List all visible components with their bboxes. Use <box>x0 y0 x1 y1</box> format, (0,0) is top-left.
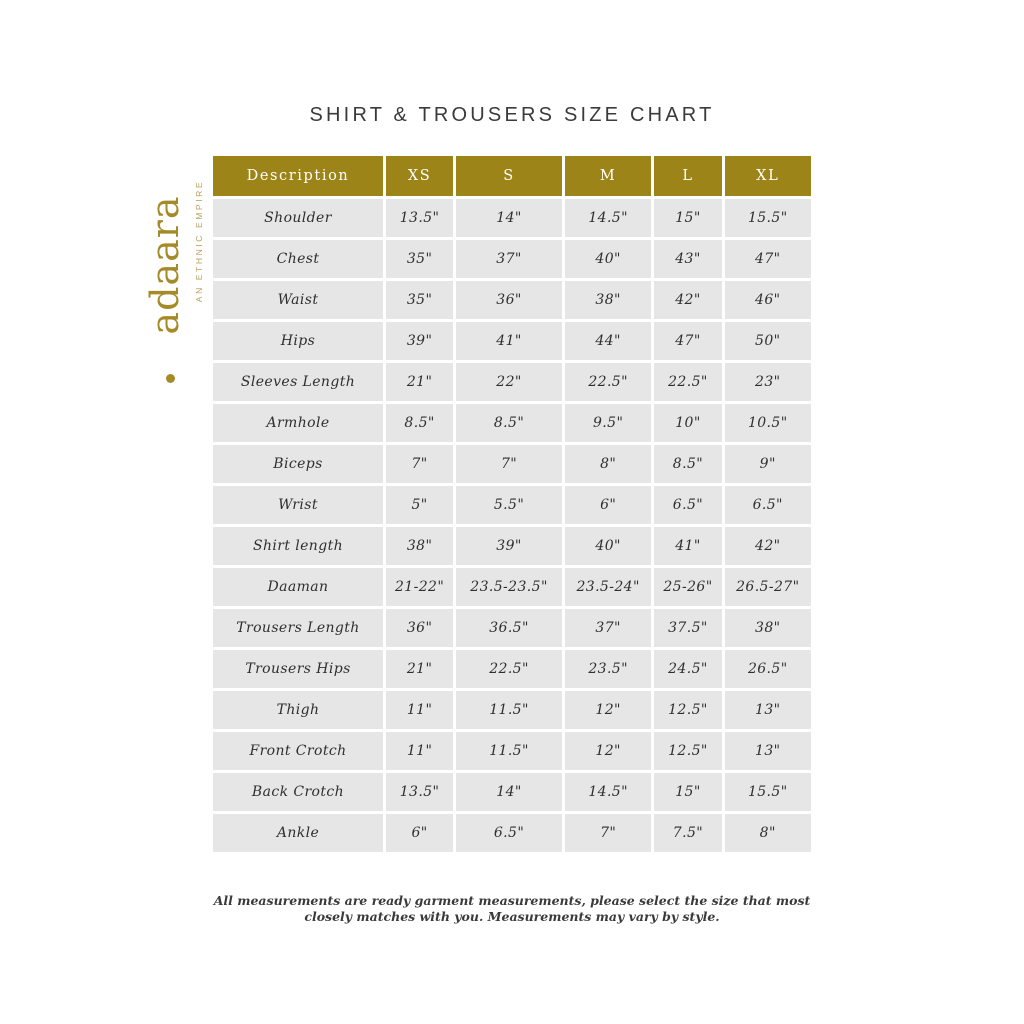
measurement-value: 22.5" <box>456 650 562 688</box>
measurement-value: 21-22" <box>386 568 453 606</box>
measurement-value: 7" <box>456 445 562 483</box>
measurement-value: 47" <box>725 240 811 278</box>
measurement-value: 41" <box>654 527 721 565</box>
measurement-value: 5.5" <box>456 486 562 524</box>
measurement-value: 43" <box>654 240 721 278</box>
measurement-value: 13" <box>725 691 811 729</box>
measurement-value: 8.5" <box>654 445 721 483</box>
measurement-value: 5" <box>386 486 453 524</box>
measurement-label: Back Crotch <box>213 773 383 811</box>
measurement-label: Hips <box>213 322 383 360</box>
measurement-value: 23.5" <box>565 650 651 688</box>
measurement-value: 8.5" <box>456 404 562 442</box>
table-row <box>213 568 811 606</box>
measurement-value: 40" <box>565 527 651 565</box>
table-row <box>213 691 811 729</box>
measurement-label: Wrist <box>213 486 383 524</box>
measurement-value: 26.5" <box>725 650 811 688</box>
measurement-label: Sleeves Length <box>213 363 383 401</box>
measurement-value: 22.5" <box>654 363 721 401</box>
measurement-label: Thigh <box>213 691 383 729</box>
page-title: SHIRT & TROUSERS SIZE CHART <box>309 104 715 126</box>
measurement-value: 6.5" <box>456 814 562 852</box>
measurement-value: 36.5" <box>456 609 562 647</box>
table-row <box>213 240 811 278</box>
measurement-value: 38" <box>386 527 453 565</box>
measurement-value: 15.5" <box>725 773 811 811</box>
brand-logo <box>118 178 204 378</box>
column-header-size: M <box>565 156 651 196</box>
measurement-value: 9" <box>725 445 811 483</box>
column-header-size: S <box>456 156 562 196</box>
measurement-value: 35" <box>386 240 453 278</box>
measurement-value: 36" <box>456 281 562 319</box>
table-row <box>213 281 811 319</box>
table-row <box>213 650 811 688</box>
measurement-label: Biceps <box>213 445 383 483</box>
table-row <box>213 732 811 770</box>
measurement-value: 13" <box>725 732 811 770</box>
measurement-value: 6" <box>386 814 453 852</box>
measurement-value: 8" <box>565 445 651 483</box>
measurement-value: 9.5" <box>565 404 651 442</box>
measurement-value: 22.5" <box>565 363 651 401</box>
footnote-line-2: closely matches with you. Measurements may vary by style. <box>304 908 720 924</box>
measurement-value: 47" <box>654 322 721 360</box>
measurement-value: 14" <box>456 199 562 237</box>
table-row <box>213 527 811 565</box>
measurement-value: 6.5" <box>725 486 811 524</box>
measurement-value: 24.5" <box>654 650 721 688</box>
measurement-value: 11.5" <box>456 691 562 729</box>
measurement-value: 46" <box>725 281 811 319</box>
column-header-description: Description <box>213 156 383 196</box>
measurement-value: 7" <box>565 814 651 852</box>
footnote-line-1: All measurements are ready garment measurements, please select the size that most <box>213 893 811 908</box>
measurement-label: Trousers Hips <box>213 650 383 688</box>
measurement-label: Shoulder <box>213 199 383 237</box>
measurement-value: 14.5" <box>565 199 651 237</box>
table-row <box>213 609 811 647</box>
measurement-value: 8" <box>725 814 811 852</box>
column-header-size: XS <box>386 156 453 196</box>
brand-tagline: AN ETHNIC EMPIRE <box>194 179 204 303</box>
measurement-value: 10.5" <box>725 404 811 442</box>
table-row <box>213 199 811 237</box>
measurement-value: 7.5" <box>654 814 721 852</box>
measurement-value: 12.5" <box>654 732 721 770</box>
measurement-label: Daaman <box>213 568 383 606</box>
measurement-value: 42" <box>725 527 811 565</box>
measurement-value: 12.5" <box>654 691 721 729</box>
brand-dot-icon <box>166 374 175 383</box>
measurement-value: 37.5" <box>654 609 721 647</box>
measurement-label: Trousers Length <box>213 609 383 647</box>
measurement-value: 36" <box>386 609 453 647</box>
measurement-value: 11" <box>386 732 453 770</box>
measurement-label: Chest <box>213 240 383 278</box>
table-row <box>213 445 811 483</box>
table-row <box>213 773 811 811</box>
table-header <box>213 156 811 196</box>
measurement-value: 25-26" <box>654 568 721 606</box>
measurement-value: 10" <box>654 404 721 442</box>
measurement-value: 13.5" <box>386 773 453 811</box>
measurement-value: 11.5" <box>456 732 562 770</box>
measurement-value: 14" <box>456 773 562 811</box>
brand-name: adaara <box>143 195 187 335</box>
measurement-value: 12" <box>565 732 651 770</box>
table-row <box>213 404 811 442</box>
measurement-value: 6" <box>565 486 651 524</box>
measurement-label: Front Crotch <box>213 732 383 770</box>
measurement-value: 23.5-24" <box>565 568 651 606</box>
measurement-value: 44" <box>565 322 651 360</box>
table-row <box>213 814 811 852</box>
footnote <box>0 893 1024 924</box>
measurement-value: 8.5" <box>386 404 453 442</box>
measurement-value: 40" <box>565 240 651 278</box>
measurement-value: 6.5" <box>654 486 721 524</box>
measurement-value: 13.5" <box>386 199 453 237</box>
measurement-value: 21" <box>386 363 453 401</box>
table-body <box>213 199 811 852</box>
measurement-label: Armhole <box>213 404 383 442</box>
measurement-value: 12" <box>565 691 651 729</box>
column-header-size: XL <box>725 156 811 196</box>
measurement-value: 11" <box>386 691 453 729</box>
measurement-value: 14.5" <box>565 773 651 811</box>
measurement-value: 42" <box>654 281 721 319</box>
measurement-value: 38" <box>725 609 811 647</box>
measurement-value: 7" <box>386 445 453 483</box>
measurement-value: 37" <box>565 609 651 647</box>
column-header-size: L <box>654 156 721 196</box>
measurement-value: 21" <box>386 650 453 688</box>
measurement-value: 15.5" <box>725 199 811 237</box>
measurement-value: 26.5-27" <box>725 568 811 606</box>
measurement-value: 15" <box>654 199 721 237</box>
measurement-value: 35" <box>386 281 453 319</box>
measurement-value: 23" <box>725 363 811 401</box>
table-row <box>213 322 811 360</box>
measurement-value: 39" <box>386 322 453 360</box>
measurement-label: Shirt length <box>213 527 383 565</box>
table-row <box>213 486 811 524</box>
measurement-value: 41" <box>456 322 562 360</box>
size-chart-table <box>210 153 814 855</box>
measurement-value: 22" <box>456 363 562 401</box>
measurement-value: 50" <box>725 322 811 360</box>
measurement-value: 39" <box>456 527 562 565</box>
table-header-row <box>213 156 811 196</box>
measurement-value: 15" <box>654 773 721 811</box>
measurement-label: Waist <box>213 281 383 319</box>
measurement-value: 37" <box>456 240 562 278</box>
table-row <box>213 363 811 401</box>
measurement-value: 23.5-23.5" <box>456 568 562 606</box>
measurement-label: Ankle <box>213 814 383 852</box>
measurement-value: 38" <box>565 281 651 319</box>
